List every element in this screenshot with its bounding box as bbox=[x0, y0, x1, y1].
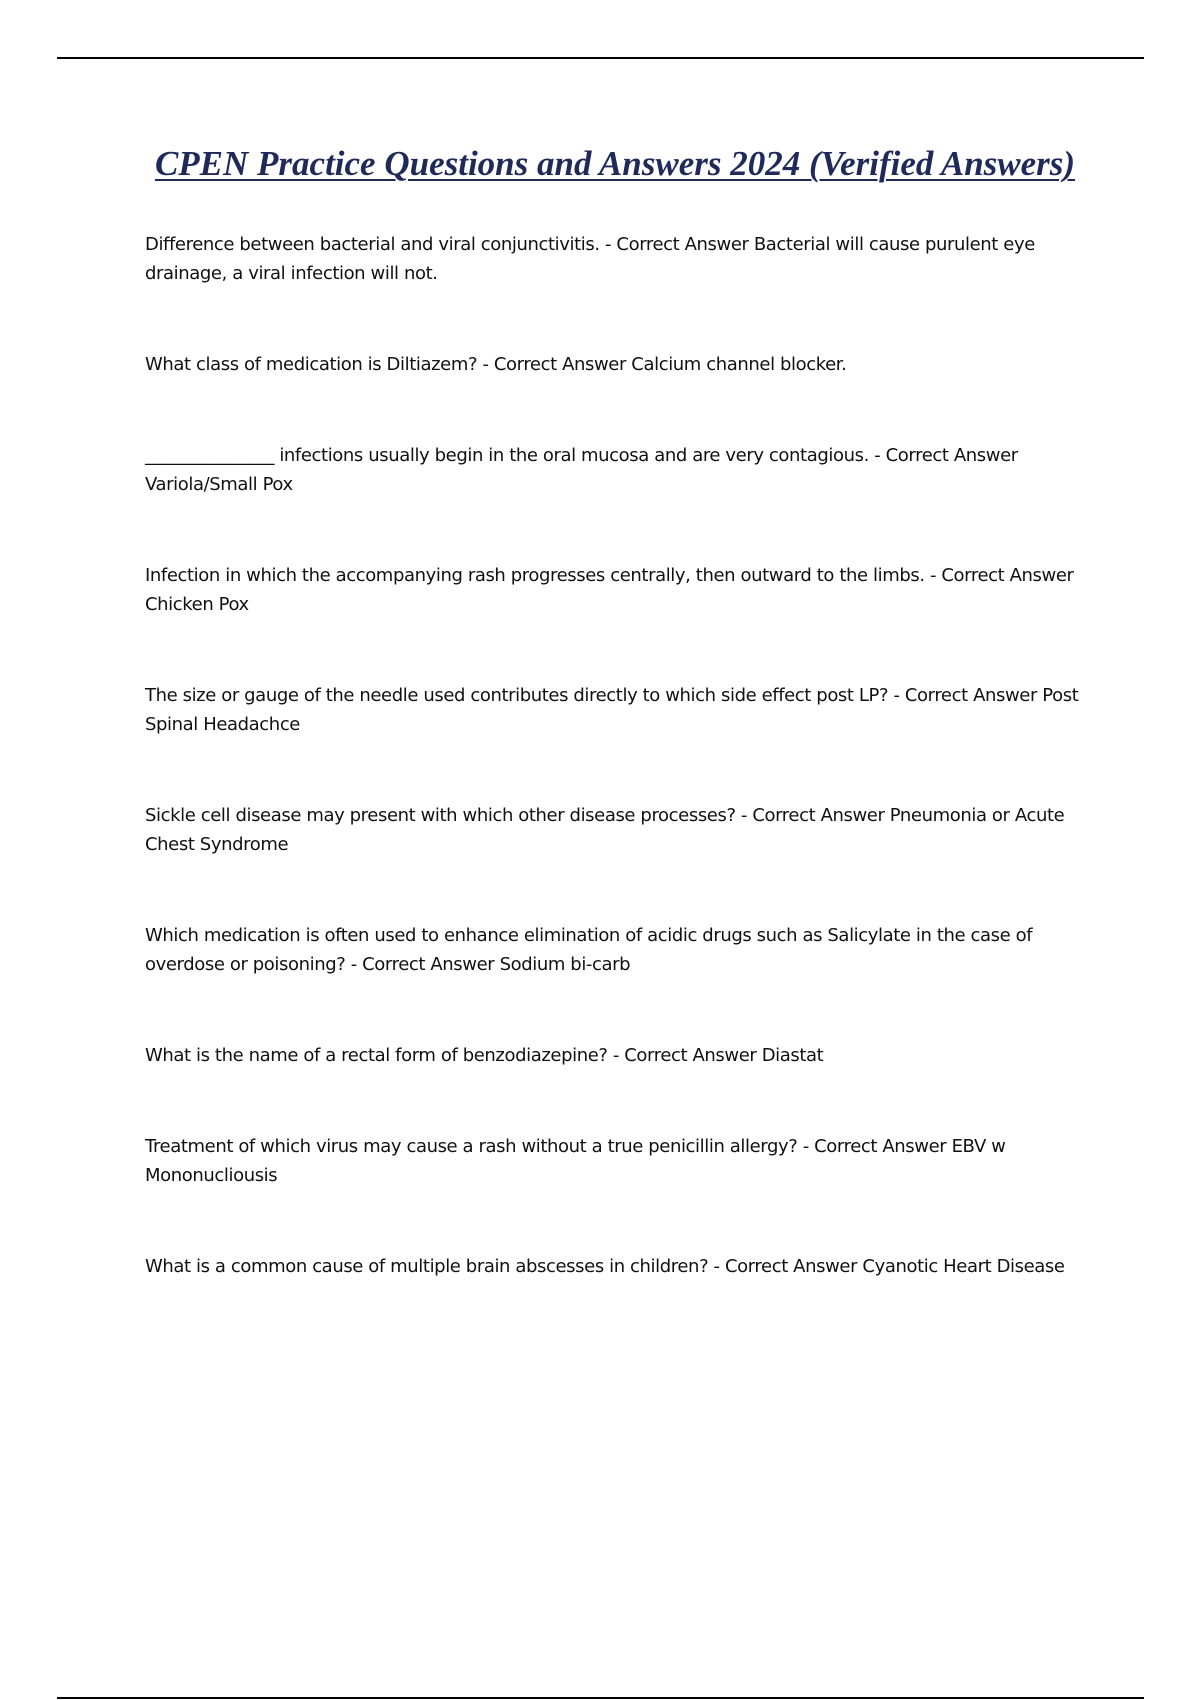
qa-item: Difference between bacterial and viral conjunctivitis. - Correct Answer Bacterial will cause purulent eye drainage, a viral infection will not. bbox=[145, 234, 1035, 284]
document-title: CPEN Practice Questions and Answers 2024 (Verified Answers) bbox=[154, 144, 1076, 183]
footer-rule bbox=[57, 1697, 1144, 1699]
qa-item: Infection in which the accompanying rash progresses centrally, then outward to the limbs. - Correct Answer Chicken Pox bbox=[145, 565, 1074, 615]
qa-item: Sickle cell disease may present with which other disease processes? - Correct Answer Pneumonia or Acute Chest Syndrome bbox=[145, 805, 1065, 855]
qa-item: What is a common cause of multiple brain abscesses in children? - Correct Answer Cyanotic Heart Disease bbox=[145, 1256, 1065, 1277]
qa-item: _______________ infections usually begin in the oral mucosa and are very contagious. - Correct Answer Variola/Small Pox bbox=[145, 445, 1018, 495]
qa-item: Which medication is often used to enhance elimination of acidic drugs such as Salicylate in the case of overdose or poisoning? - Correct Answer Sodium bi-carb bbox=[145, 925, 1033, 975]
qa-list bbox=[145, 230, 1085, 1343]
qa-item: What class of medication is Diltiazem? - Correct Answer Calcium channel blocker. bbox=[145, 354, 847, 375]
header-rule bbox=[57, 57, 1144, 59]
qa-item: What is the name of a rectal form of benzodiazepine? - Correct Answer Diastat bbox=[145, 1045, 824, 1066]
qa-item: Treatment of which virus may cause a rash without a true penicillin allergy? - Correct Answer EBV w Mononucliousis bbox=[145, 1136, 1006, 1186]
qa-item: The size or gauge of the needle used contributes directly to which side effect post LP? - Correct Answer Post Spinal Headachce bbox=[145, 685, 1079, 735]
